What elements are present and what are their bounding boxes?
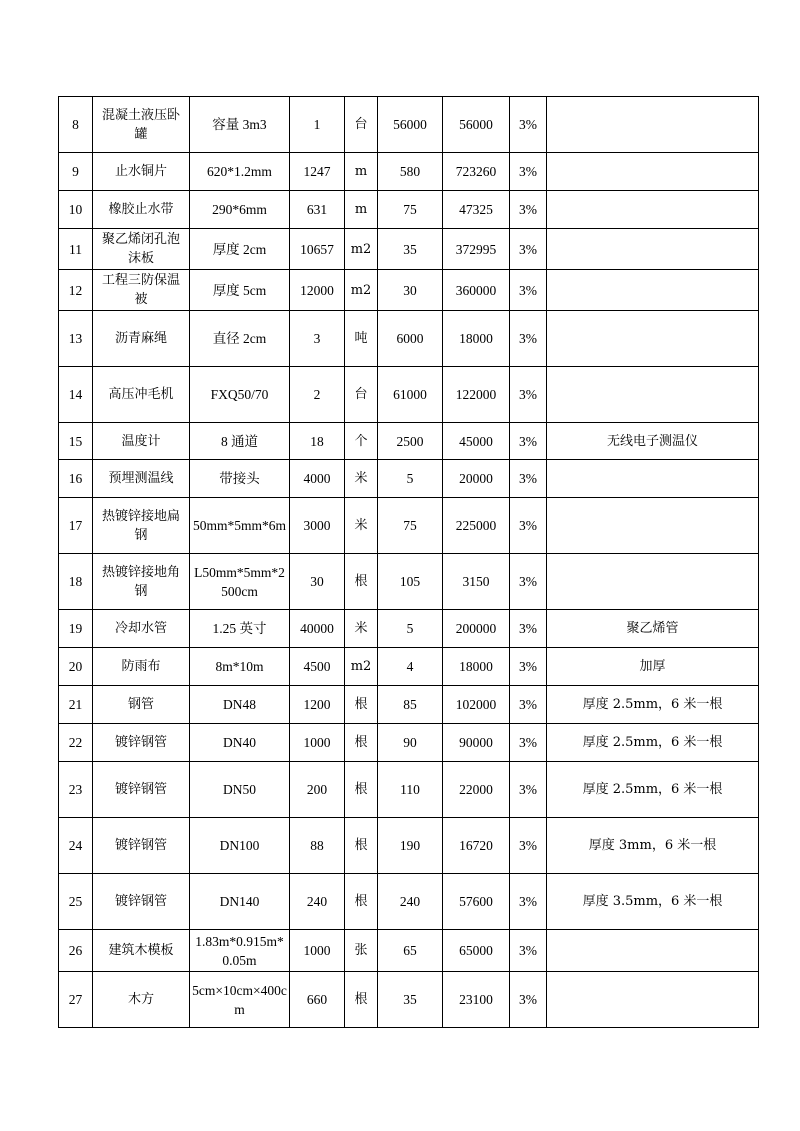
item-spec: 带接头	[190, 460, 290, 498]
unit-price: 240	[378, 874, 443, 930]
item-note	[547, 554, 759, 610]
unit-price: 75	[378, 191, 443, 229]
item-quantity: 18	[290, 423, 345, 460]
item-quantity: 1247	[290, 153, 345, 191]
total-price: 57600	[443, 874, 510, 930]
item-note: 厚度 3.5mm，6 米一根	[547, 874, 759, 930]
item-note: 加厚	[547, 648, 759, 686]
item-unit: 台	[345, 97, 378, 153]
tax-rate: 3%	[510, 554, 547, 610]
tax-rate: 3%	[510, 498, 547, 554]
item-unit: m	[345, 153, 378, 191]
row-number: 10	[59, 191, 93, 229]
row-number: 22	[59, 724, 93, 762]
item-unit: 根	[345, 686, 378, 724]
total-price: 122000	[443, 367, 510, 423]
table-row	[59, 648, 759, 686]
item-note: 聚乙烯管	[547, 610, 759, 648]
total-price: 16720	[443, 818, 510, 874]
item-spec: 容量 3m3	[190, 97, 290, 153]
total-price: 102000	[443, 686, 510, 724]
item-note: 厚度 2.5mm，6 米一根	[547, 686, 759, 724]
total-price: 47325	[443, 191, 510, 229]
item-unit: 米	[345, 460, 378, 498]
item-name: 镀锌钢管	[93, 818, 190, 874]
item-name: 防雨布	[93, 648, 190, 686]
item-unit: 个	[345, 423, 378, 460]
item-unit: 张	[345, 930, 378, 972]
unit-price: 6000	[378, 311, 443, 367]
row-number: 11	[59, 229, 93, 270]
total-price: 56000	[443, 97, 510, 153]
item-spec: FXQ50/70	[190, 367, 290, 423]
item-note: 无线电子测温仪	[547, 423, 759, 460]
item-spec: 8m*10m	[190, 648, 290, 686]
item-spec: 8 通道	[190, 423, 290, 460]
table-row	[59, 460, 759, 498]
materials-table	[58, 96, 759, 1028]
total-price: 18000	[443, 311, 510, 367]
row-number: 23	[59, 762, 93, 818]
row-number: 14	[59, 367, 93, 423]
item-note	[547, 191, 759, 229]
item-name: 建筑木模板	[93, 930, 190, 972]
item-name: 橡胶止水带	[93, 191, 190, 229]
total-price: 20000	[443, 460, 510, 498]
unit-price: 2500	[378, 423, 443, 460]
total-price: 45000	[443, 423, 510, 460]
item-quantity: 40000	[290, 610, 345, 648]
item-name: 聚乙烯闭孔泡沫板	[93, 229, 190, 270]
unit-price: 75	[378, 498, 443, 554]
tax-rate: 3%	[510, 648, 547, 686]
tax-rate: 3%	[510, 311, 547, 367]
tax-rate: 3%	[510, 818, 547, 874]
item-name: 沥青麻绳	[93, 311, 190, 367]
item-note	[547, 498, 759, 554]
item-spec: 1.83m*0.915m*0.05m	[190, 930, 290, 972]
item-name: 高压冲毛机	[93, 367, 190, 423]
row-number: 21	[59, 686, 93, 724]
item-spec: L50mm*5mm*2500cm	[190, 554, 290, 610]
total-price: 18000	[443, 648, 510, 686]
table-row	[59, 191, 759, 229]
item-quantity: 4000	[290, 460, 345, 498]
total-price: 360000	[443, 270, 510, 311]
tax-rate: 3%	[510, 930, 547, 972]
item-spec: DN40	[190, 724, 290, 762]
item-quantity: 240	[290, 874, 345, 930]
item-quantity: 30	[290, 554, 345, 610]
unit-price: 190	[378, 818, 443, 874]
row-number: 9	[59, 153, 93, 191]
table-row	[59, 554, 759, 610]
tax-rate: 3%	[510, 874, 547, 930]
item-note	[547, 97, 759, 153]
item-note	[547, 229, 759, 270]
item-quantity: 3	[290, 311, 345, 367]
unit-price: 580	[378, 153, 443, 191]
item-quantity: 88	[290, 818, 345, 874]
item-spec: DN48	[190, 686, 290, 724]
item-note	[547, 460, 759, 498]
item-unit: 根	[345, 554, 378, 610]
tax-rate: 3%	[510, 229, 547, 270]
tax-rate: 3%	[510, 97, 547, 153]
item-name: 止水铜片	[93, 153, 190, 191]
row-number: 26	[59, 930, 93, 972]
item-spec: 直径 2cm	[190, 311, 290, 367]
tax-rate: 3%	[510, 610, 547, 648]
tax-rate: 3%	[510, 762, 547, 818]
item-quantity: 1200	[290, 686, 345, 724]
item-unit: 米	[345, 610, 378, 648]
unit-price: 5	[378, 460, 443, 498]
item-name: 工程三防保温被	[93, 270, 190, 311]
unit-price: 105	[378, 554, 443, 610]
table-row	[59, 311, 759, 367]
table-row	[59, 930, 759, 972]
item-note	[547, 311, 759, 367]
item-spec: 290*6mm	[190, 191, 290, 229]
table-row	[59, 153, 759, 191]
item-spec: 5cm×10cm×400cm	[190, 972, 290, 1028]
item-note	[547, 367, 759, 423]
item-unit: 根	[345, 818, 378, 874]
row-number: 27	[59, 972, 93, 1028]
item-quantity: 12000	[290, 270, 345, 311]
item-quantity: 1000	[290, 724, 345, 762]
item-spec: DN140	[190, 874, 290, 930]
row-number: 8	[59, 97, 93, 153]
table-row	[59, 724, 759, 762]
item-name: 混凝土液压卧罐	[93, 97, 190, 153]
item-quantity: 10657	[290, 229, 345, 270]
item-quantity: 2	[290, 367, 345, 423]
item-unit: 根	[345, 972, 378, 1028]
row-number: 25	[59, 874, 93, 930]
unit-price: 65	[378, 930, 443, 972]
tax-rate: 3%	[510, 270, 547, 311]
item-name: 热镀锌接地角钢	[93, 554, 190, 610]
item-unit: 根	[345, 762, 378, 818]
item-spec: DN100	[190, 818, 290, 874]
item-unit: 吨	[345, 311, 378, 367]
table-row	[59, 97, 759, 153]
total-price: 225000	[443, 498, 510, 554]
item-name: 预埋测温线	[93, 460, 190, 498]
item-name: 镀锌钢管	[93, 762, 190, 818]
table-row	[59, 874, 759, 930]
row-number: 16	[59, 460, 93, 498]
tax-rate: 3%	[510, 686, 547, 724]
unit-price: 5	[378, 610, 443, 648]
row-number: 18	[59, 554, 93, 610]
unit-price: 61000	[378, 367, 443, 423]
total-price: 23100	[443, 972, 510, 1028]
row-number: 19	[59, 610, 93, 648]
tax-rate: 3%	[510, 423, 547, 460]
item-quantity: 1	[290, 97, 345, 153]
item-quantity: 4500	[290, 648, 345, 686]
item-note	[547, 930, 759, 972]
total-price: 372995	[443, 229, 510, 270]
item-quantity: 660	[290, 972, 345, 1028]
item-spec: 厚度 5cm	[190, 270, 290, 311]
tax-rate: 3%	[510, 191, 547, 229]
item-unit: m2	[345, 648, 378, 686]
item-quantity: 3000	[290, 498, 345, 554]
item-unit: 根	[345, 874, 378, 930]
row-number: 20	[59, 648, 93, 686]
item-note	[547, 153, 759, 191]
total-price: 3150	[443, 554, 510, 610]
item-spec: 厚度 2cm	[190, 229, 290, 270]
item-spec: DN50	[190, 762, 290, 818]
item-name: 热镀锌接地扁钢	[93, 498, 190, 554]
item-spec: 620*1.2mm	[190, 153, 290, 191]
item-unit: 根	[345, 724, 378, 762]
table-row	[59, 818, 759, 874]
item-name: 冷却水管	[93, 610, 190, 648]
row-number: 17	[59, 498, 93, 554]
total-price: 723260	[443, 153, 510, 191]
unit-price: 35	[378, 972, 443, 1028]
unit-price: 110	[378, 762, 443, 818]
unit-price: 35	[378, 229, 443, 270]
item-unit: 台	[345, 367, 378, 423]
table-row	[59, 270, 759, 311]
total-price: 22000	[443, 762, 510, 818]
item-unit: 米	[345, 498, 378, 554]
unit-price: 85	[378, 686, 443, 724]
total-price: 65000	[443, 930, 510, 972]
tax-rate: 3%	[510, 972, 547, 1028]
item-name: 钢管	[93, 686, 190, 724]
item-note	[547, 270, 759, 311]
item-unit: m2	[345, 229, 378, 270]
total-price: 200000	[443, 610, 510, 648]
item-name: 镀锌钢管	[93, 874, 190, 930]
table-row	[59, 229, 759, 270]
item-unit: m2	[345, 270, 378, 311]
tax-rate: 3%	[510, 367, 547, 423]
table-row	[59, 972, 759, 1028]
row-number: 24	[59, 818, 93, 874]
table-row	[59, 610, 759, 648]
item-unit: m	[345, 191, 378, 229]
item-spec: 50mm*5mm*6m	[190, 498, 290, 554]
item-quantity: 631	[290, 191, 345, 229]
table-row	[59, 423, 759, 460]
unit-price: 4	[378, 648, 443, 686]
total-price: 90000	[443, 724, 510, 762]
row-number: 12	[59, 270, 93, 311]
unit-price: 90	[378, 724, 443, 762]
item-note: 厚度 2.5mm，6 米一根	[547, 762, 759, 818]
item-name: 木方	[93, 972, 190, 1028]
tax-rate: 3%	[510, 153, 547, 191]
table-row	[59, 686, 759, 724]
tax-rate: 3%	[510, 724, 547, 762]
row-number: 13	[59, 311, 93, 367]
row-number: 15	[59, 423, 93, 460]
item-note	[547, 972, 759, 1028]
item-quantity: 200	[290, 762, 345, 818]
unit-price: 30	[378, 270, 443, 311]
unit-price: 56000	[378, 97, 443, 153]
item-quantity: 1000	[290, 930, 345, 972]
item-spec: 1.25 英寸	[190, 610, 290, 648]
item-name: 温度计	[93, 423, 190, 460]
item-note: 厚度 3mm，6 米一根	[547, 818, 759, 874]
table-row	[59, 762, 759, 818]
tax-rate: 3%	[510, 460, 547, 498]
item-name: 镀锌钢管	[93, 724, 190, 762]
table-row	[59, 367, 759, 423]
item-note: 厚度 2.5mm，6 米一根	[547, 724, 759, 762]
table-row	[59, 498, 759, 554]
